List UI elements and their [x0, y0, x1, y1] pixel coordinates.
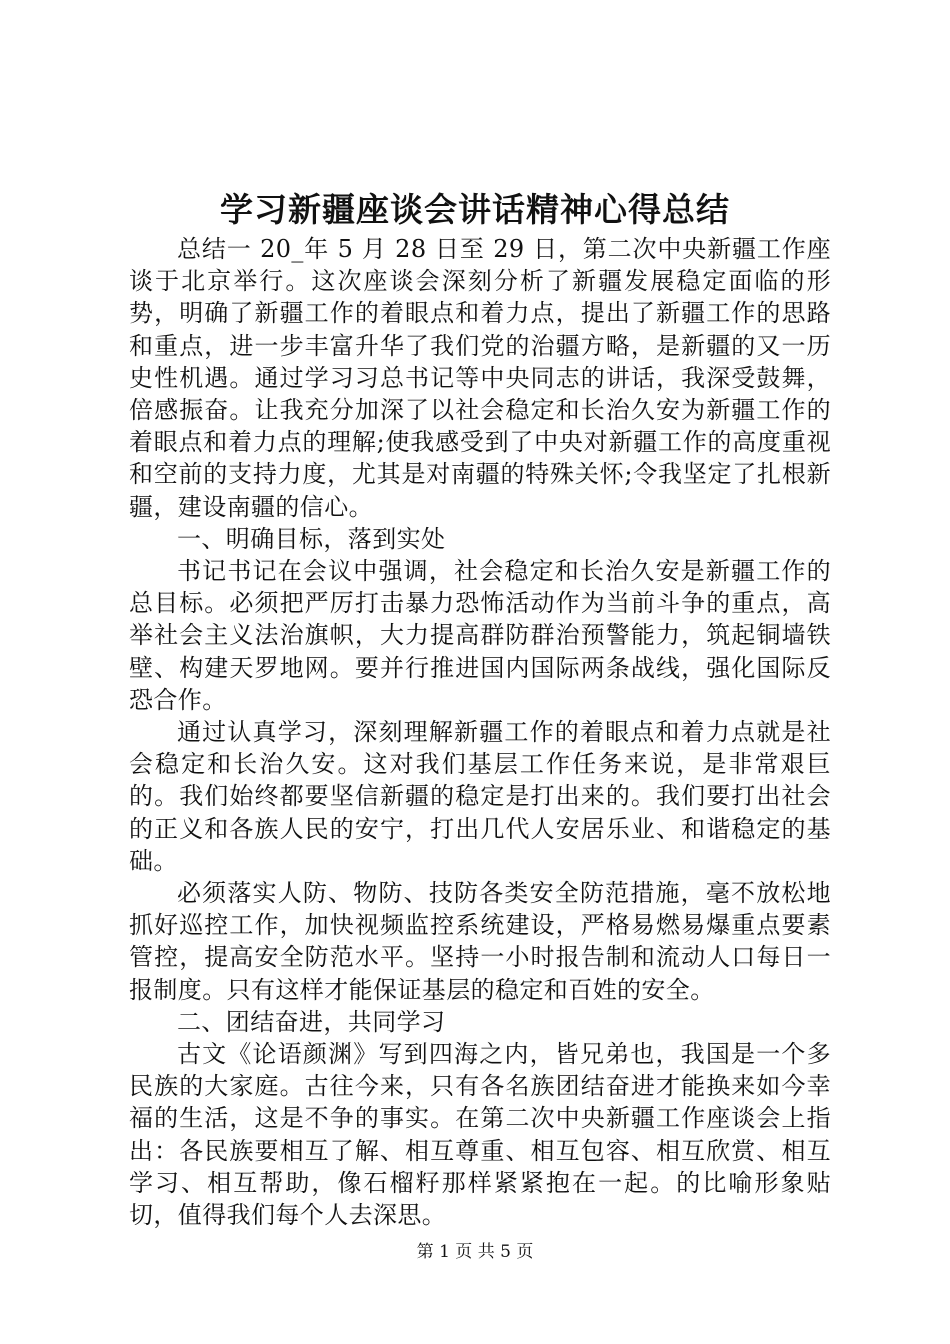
page-footer: 第 1 页 共 5 页 — [416, 1242, 534, 1262]
paragraph-section1-c: 必须落实人防、物防、技防各类安全防范措施，毫不放松地抓好巡控工作，加快视频监控系统建设，严格易燃易爆重点要素管控，提高安全防范水平。坚持一小时报告制和流动人口每日一报制度。只有这样才能保证基层的稳定和百姓的安全。 — [129, 879, 831, 1004]
document-title: 学习新疆座谈会讲话精神心得总结 — [220, 190, 730, 229]
paragraph-section1-b: 通过认真学习，深刻理解新疆工作的着眼点和着力点就是社会稳定和长治久安。这对我们基层工作任务来说，是非常艰巨的。我们始终都要坚信新疆的稳定是打出来的。我们要打出社会的正义和各族人民的安宁，打出几代人安居乐业、和谐稳定的基础。 — [129, 718, 831, 875]
paragraph-section1-a: 书记书记在会议中强调，社会稳定和长治久安是新疆工作的总目标。必须把严厉打击暴力恐怖活动作为当前斗争的重点，高举社会主义法治旗帜，大力提高群防群治预警能力，筑起铜墙铁壁、构建天罗地网。要并行推进国内国际两条战线，强化国际反恐合作。 — [129, 557, 831, 714]
paragraph-section2-a: 古文《论语颜渊》写到四海之内，皆兄弟也，我国是一个多民族的大家庭。古往今来，只有各名族团结奋进才能换来如今幸福的生活，这是不争的事实。在第二次中央新疆工作座谈会上指出：各民族要相互了解、相互尊重、相互包容、相互欣赏、相互学习、相互帮助，像石榴籽那样紧紧抱在一起。的比喻形象贴切，值得我们每个人去深思。 — [129, 1040, 831, 1230]
section-heading-2: 二、团结奋进，共同学习 — [177, 1007, 446, 1036]
document-body — [129, 233, 831, 1231]
paragraph-intro: 总结一 20_年 5 月 28 日至 29 日，第二次中央新疆工作座谈于北京举行。这次座谈会深刻分析了新疆发展稳定面临的形势，明确了新疆工作的着眼点和着力点，提出了新疆工作的思路和重点，进一步丰富升华了我们党的治疆方略，是新疆的又一历史性机遇。通过学习习总书记等中央同志的讲话，我深受鼓舞，倍感振奋。让我充分加深了以社会稳定和长治久安为新疆工作的着眼点和着力点的理解;使我感受到了中央对新疆工作的高度重视和空前的支持力度，尤其是对南疆的特殊关怀;令我坚定了扎根新疆，建设南疆的信心。 — [129, 235, 831, 521]
section-heading-1: 一、明确目标，落到实处 — [177, 524, 446, 553]
